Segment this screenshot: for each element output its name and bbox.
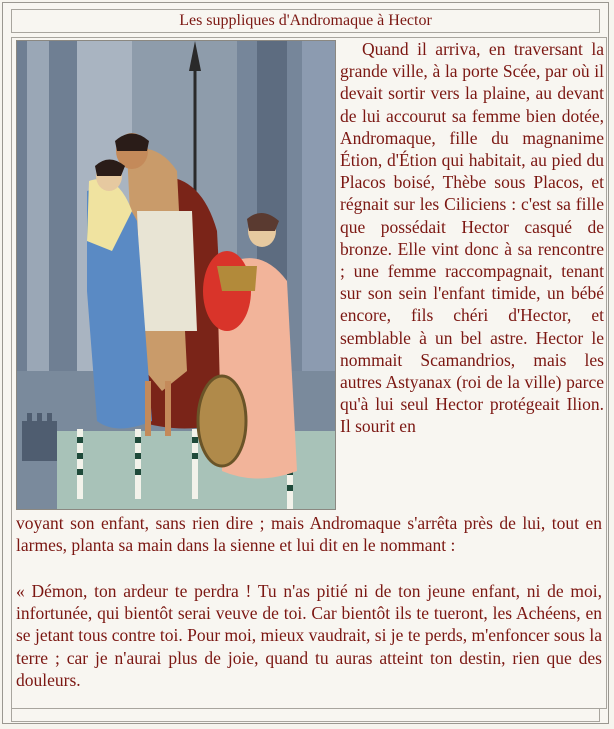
page-title: Les suppliques d'Andromaque à Hector [11,9,600,33]
page-frame [2,2,609,724]
content-panel [11,37,607,709]
bottom-bar [11,709,600,722]
illustration-svg [17,41,336,510]
paragraph-1-continued: voyant son enfant, sans rien dire ; mais Andromaque s'arrêta près de lui, tout en larmes, planta sa main dans la sienne et lui dit en le nommant : [16,513,602,556]
paragraph-2: « Démon, ton ardeur te perdra ! Tu n'as pitié ni de ton jeune enfant, ni de moi, infortunée, qui bientôt serai veuve de toi. Car bientôt ils te tueront, les Achéens, en se jetant tous contre toi. Pour moi, mieux vaudrait, si je te perds, m'enfoncer sous la terre ; car je n'aurai plus de joie, quand tu auras atteint ton destin, rien que des douleurs. [16,581,602,690]
paragraph-1-right: Quand il arriva, en traversant la grande ville, à la porte Scée, par où il devait sortir vers la plaine, au devant de lui accourut sa femme bien dotée, Andromaque, fille du magnanime Étion, d'Étion qui habitait, au pied du Placos boisé, Thèbe sous Placos, et régnait sur les Ciliciens : c'est sa fille que possédait Hector casqué de bronze. Elle vint donc à sa rencontre ; une femme raccompagnait, tenant sur son sein l'enfant timide, un bébé encore, fils chéri d'Hector, et semblable à un bel astre. Hector le nommait Scamandrios, mais les autres Astyanax (roi de la ville) parce qu'à lui seul Hector protégeait Ilion. Il sourit en [340,39,604,437]
illustration-andromache-hector [16,40,336,510]
